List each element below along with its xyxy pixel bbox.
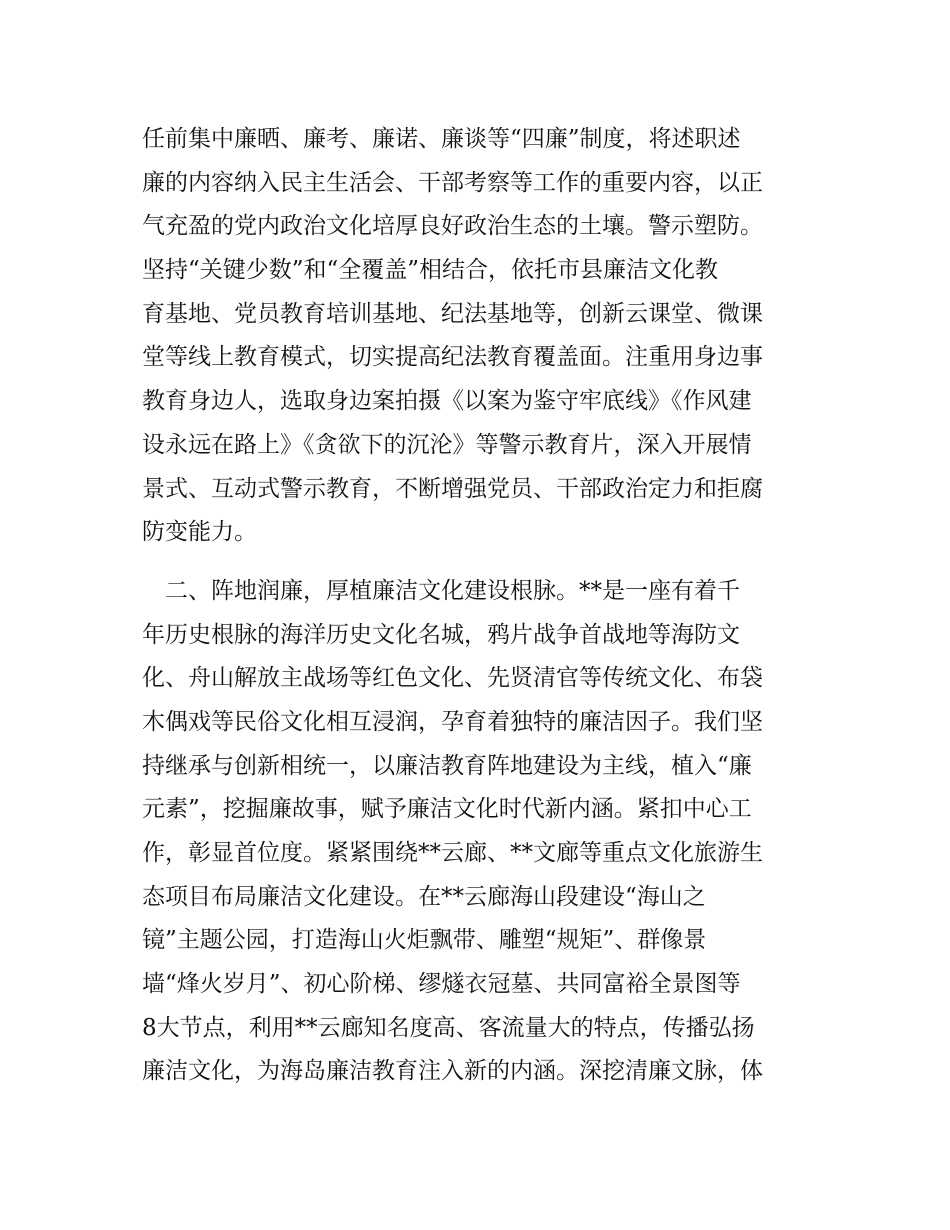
paragraph-line: 廉的内容纳入民主生活会、干部考察等工作的重要内容，以正 xyxy=(142,169,763,196)
paragraph-line: 化、舟山解放主战场等红色文化、先贤清官等传统文化、布袋 xyxy=(142,665,763,692)
paragraph-line: 气充盈的党内政治文化培厚良好政治生态的土壤。警示塑防。 xyxy=(142,213,763,240)
paragraph-line: 设永远在路上》《贪欲下的沉沦》等警示教育片，深入开展情 xyxy=(142,431,752,458)
paragraph-line: 任前集中廉晒、廉考、廉诺、廉谈等“四廉”制度，将述职述 xyxy=(142,126,741,152)
paragraph-line: 元素”，挖掘廉故事，赋予廉洁文化时代新内涵。紧扣中心工 xyxy=(142,796,752,823)
paragraph-line: 二、阵地润廉，厚植廉洁文化建设根脉。**是一座有着千 xyxy=(165,577,740,604)
paragraph-line: 教育身边人，选取身边案拍摄《以案为鉴守牢底线》《作风建 xyxy=(142,388,752,415)
paragraph-line: 年历史根脉的海洋历史文化名城，鸦片战争首战地等海防文 xyxy=(142,621,740,648)
paragraph-line: 态项目布局廉洁文化建设。在**云廊海山段建设“海山之 xyxy=(142,883,706,910)
paragraph-line: 木偶戏等民俗文化相互浸润，孕育着独特的廉洁因子。我们坚 xyxy=(142,708,763,735)
paragraph-line: 8大节点，利用**云廊知名度高、客流量大的特点，传播弘扬 xyxy=(142,1014,755,1041)
paragraph-2 xyxy=(142,570,812,1094)
paragraph-line: 持继承与创新相统一，以廉洁教育阵地建设为主线，植入“廉 xyxy=(142,752,752,779)
paragraph-line: 镜”主题公园，打造海山火炬飘带、雕塑“规矩”、群像景 xyxy=(142,927,707,954)
paragraph-line: 景式、互动式警示教育，不断增强党员、干部政治定力和拒腐 xyxy=(142,475,763,502)
paragraph-line: 廉洁文化，为海岛廉洁教育注入新的内涵。深挖清廉文脉，体 xyxy=(142,1058,763,1085)
paragraph-line: 坚持“关键少数”和“全覆盖”相结合，依托市县廉洁文化教 xyxy=(142,257,719,284)
paragraph-line: 作，彰显首位度。紧紧围绕**云廊、**文廊等重点文化旅游生 xyxy=(142,840,763,866)
document-body xyxy=(142,118,812,1094)
paragraph-spacer xyxy=(142,555,812,570)
paragraph-line: 堂等线上教育模式，切实提高纪法教育覆盖面。注重用身边事 xyxy=(142,344,763,371)
paragraph-1 xyxy=(142,118,812,555)
paragraph-line: 墙“烽火岁月”、初心阶梯、缪燧衣冠墓、共同富裕全景图等 xyxy=(142,971,741,998)
paragraph-line: 防变能力。 xyxy=(142,519,257,546)
paragraph-line: 育基地、党员教育培训基地、纪法基地等，创新云课堂、微课 xyxy=(142,300,763,327)
